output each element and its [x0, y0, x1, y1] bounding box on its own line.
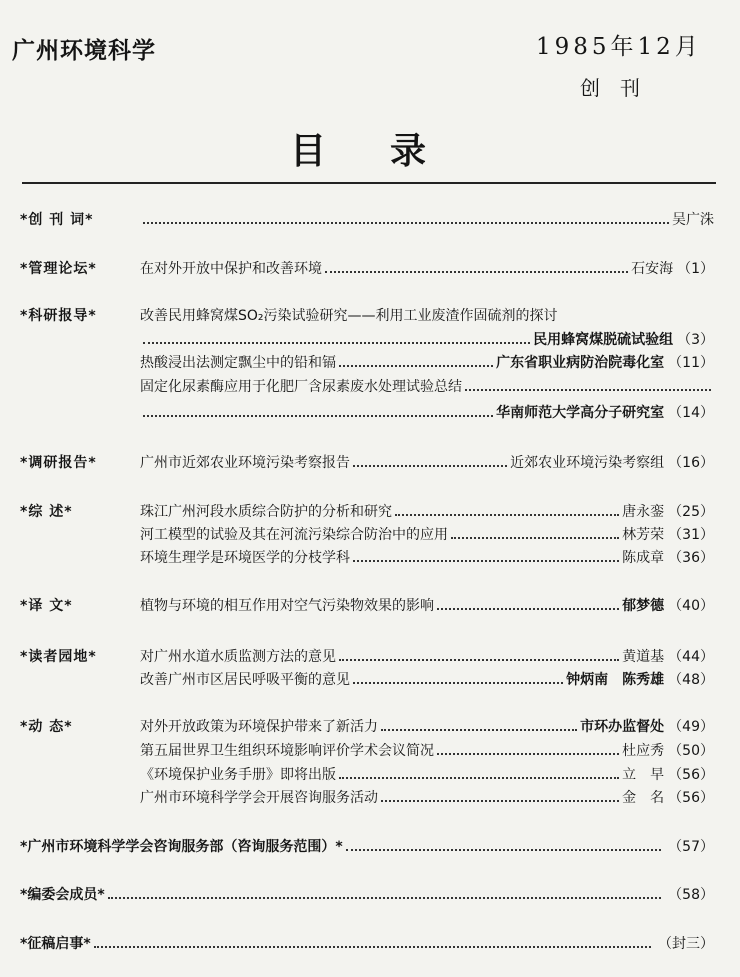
article-author: 石安海: [631, 261, 674, 277]
leader-dots: [339, 364, 493, 367]
section-category: *创 刊 词*: [20, 212, 94, 228]
leader-dots: [143, 221, 669, 224]
leader-dots: [143, 414, 493, 417]
section-category: *管理论坛*: [20, 261, 97, 277]
section-category: *科研报导*: [20, 308, 97, 324]
section-category: *调研报告*: [20, 455, 97, 471]
toc-row: [0, 452, 740, 474]
toc-title: 目录: [290, 130, 491, 172]
leader-dots: [339, 658, 619, 661]
page-number: （58）: [668, 887, 714, 903]
page-number: （49）: [668, 719, 714, 735]
toc-row: [0, 884, 740, 906]
page-number: （56）: [668, 767, 714, 783]
page-number: （1）: [677, 261, 714, 277]
toc-row: [0, 764, 740, 786]
article-title: 热酸浸出法测定飘尘中的铅和镉: [140, 355, 336, 371]
article-author: 郁梦德: [622, 598, 665, 614]
article-title: 环境生理学是环境医学的分枝学科: [140, 550, 350, 566]
article-author: 林芳荣: [622, 527, 665, 543]
article-title: 对广州水道水质监测方法的意见: [140, 649, 336, 665]
leader-dots: [381, 728, 577, 731]
extra-title: *广州市环境科学学会咨询服务部（咨询服务范围）*: [20, 839, 343, 855]
journal-title: 广州环境科学: [12, 38, 156, 64]
page-number: （16）: [668, 455, 714, 471]
leader-dots: [381, 799, 619, 802]
page-number: （48）: [668, 672, 714, 688]
leader-dots: [143, 341, 530, 344]
article-author: 陈成章: [622, 550, 665, 566]
page-number: （封三）: [658, 936, 714, 952]
toc-row: [0, 305, 740, 327]
toc-row: [0, 669, 740, 691]
article-title: 珠江广州河段水质综合防护的分析和研究: [140, 504, 392, 520]
toc-row: [0, 402, 740, 424]
article-title: 河工模型的试验及其在河流污染综合防治中的应用: [140, 527, 448, 543]
issue-label: 创刊: [580, 76, 660, 100]
toc-row: [0, 501, 740, 523]
article-author: 黄道基: [622, 649, 665, 665]
article-author: 立 早: [622, 767, 665, 783]
page-number: （25）: [668, 504, 714, 520]
leader-dots: [395, 513, 619, 516]
article-title: 《环境保护业务手册》即将出版: [140, 767, 336, 783]
article-author: 华南师范大学高分子研究室: [496, 405, 665, 421]
section-category: *读者园地*: [20, 649, 97, 665]
issue-date: 1985年12月: [536, 34, 702, 60]
page-number: （56）: [668, 790, 714, 806]
leader-dots: [94, 945, 651, 948]
leader-dots: [451, 536, 619, 539]
page-number: （50）: [668, 743, 714, 759]
page-number: （11）: [668, 355, 714, 371]
toc-row: [0, 836, 740, 858]
page-number: （3）: [677, 332, 714, 348]
extra-title: *征稿启事*: [20, 936, 91, 952]
article-author: 钟炳南 陈秀雄: [566, 672, 665, 688]
article-author: 民用蜂窝煤脱硫试验组: [533, 332, 674, 348]
page-number: （57）: [668, 839, 714, 855]
article-title: 在对外开放中保护和改善环境: [140, 261, 322, 277]
leader-dots: [465, 388, 711, 391]
article-title: 广州市近郊农业环境污染考察报告: [140, 455, 350, 471]
toc-row: [0, 547, 740, 569]
leader-dots: [339, 776, 619, 779]
article-title: 植物与环境的相互作用对空气污染物效果的影响: [140, 598, 434, 614]
article-title: 改善广州市区居民呼吸平衡的意见: [140, 672, 350, 688]
toc-row: [0, 933, 740, 955]
leader-dots: [437, 752, 619, 755]
toc-row: [0, 376, 740, 398]
toc-row: [0, 716, 740, 738]
section-category: *综 述*: [20, 504, 73, 520]
page-number: （44）: [668, 649, 714, 665]
leader-dots: [346, 848, 662, 851]
page-number: （31）: [668, 527, 714, 543]
title-rule: [22, 182, 716, 184]
article-author: 近郊农业环境污染考察组: [510, 455, 665, 471]
article-author: 市环办监督处: [580, 719, 665, 735]
page-number: （14）: [668, 405, 714, 421]
extra-title: *编委会成员*: [20, 887, 105, 903]
article-title: 改善民用蜂窝煤SO₂污染试验研究——利用工业废渣作固硫剂的探讨: [140, 308, 558, 324]
article-title: 固定化尿素酶应用于化肥厂含尿素废水处理试验总结: [140, 379, 462, 395]
toc-row: [0, 787, 740, 809]
page-number: （36）: [668, 550, 714, 566]
article-author: 吴广洙: [672, 212, 714, 228]
leader-dots: [108, 896, 662, 899]
toc-row: [0, 329, 740, 351]
toc-row: [0, 524, 740, 546]
leader-dots: [325, 270, 628, 273]
article-title: 广州市环境科学学会开展咨询服务活动: [140, 790, 378, 806]
leader-dots: [437, 607, 619, 610]
toc-row: [0, 209, 740, 231]
article-author: 杜应秀: [622, 743, 665, 759]
article-author: 唐永銮: [622, 504, 665, 520]
section-category: *动 态*: [20, 719, 73, 735]
toc-row: [0, 352, 740, 374]
leader-dots: [353, 681, 563, 684]
article-title: 第五届世界卫生组织环境影响评价学术会议简况: [140, 743, 434, 759]
toc-row: [0, 595, 740, 617]
article-author: 广东省职业病防治院毒化室: [496, 355, 665, 371]
toc-row: [0, 258, 740, 280]
section-category: *译 文*: [20, 598, 73, 614]
article-title: 对外开放政策为环境保护带来了新活力: [140, 719, 378, 735]
leader-dots: [353, 464, 507, 467]
page-number: （40）: [668, 598, 714, 614]
article-author: 金 名: [622, 790, 665, 806]
toc-row: [0, 646, 740, 668]
toc-row: [0, 740, 740, 762]
leader-dots: [353, 559, 619, 562]
